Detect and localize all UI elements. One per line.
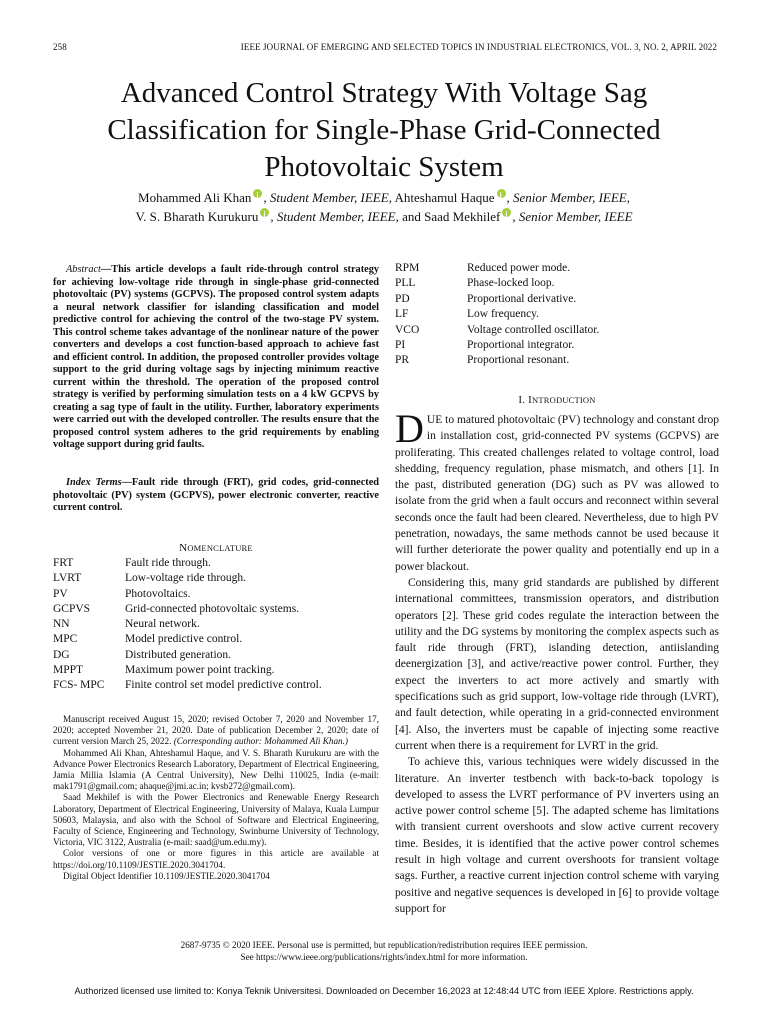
- index-terms-text: —Fault ride through (FRT), grid codes, grid-connected photovoltaic (PV) system (GCPVS), power electronic converter, reactive current control.: [53, 477, 379, 513]
- nomenclature-row: [53, 602, 379, 617]
- nomenclature-row: [395, 323, 719, 338]
- nomenclature-definition: Finite control set model predictive control.: [125, 679, 322, 692]
- nomenclature-abbr: MPC: [53, 633, 78, 646]
- nomenclature-abbr: RPM: [395, 262, 420, 274]
- nomenclature-row: [53, 632, 379, 647]
- nomenclature-abbr: PI: [395, 339, 406, 352]
- author-list: [40, 188, 728, 226]
- nomenclature-definition: Proportional integrator.: [467, 339, 575, 352]
- nomenclature-heading: NOMENCLATURE: [179, 542, 253, 554]
- paper-title: Advanced Control Strategy With Voltage Sag Classification for Single-Phase Grid-Connected Photovoltaic System: [107, 77, 661, 183]
- index-terms-label: Index Terms: [66, 477, 122, 488]
- nomenclature-definition: Neural network.: [125, 618, 200, 631]
- author-role: , Senior Member, IEEE: [512, 209, 633, 224]
- nomenclature-row: [395, 276, 719, 291]
- nomenclature-abbr: PR: [395, 354, 410, 367]
- author-name: and Saad Mekhilef: [398, 209, 501, 224]
- orcid-icon[interactable]: [253, 189, 262, 198]
- author-name: V. S. Bharath Kurukuru: [135, 209, 259, 224]
- abstract: [53, 264, 379, 452]
- copyright-line: 2687-9735 © 2020 IEEE. Personal use is permitted, but republication/redistribution requires IEEE permission.: [180, 940, 588, 950]
- author-role: , Senior Member, IEEE,: [506, 190, 630, 205]
- drop-cap: D: [395, 406, 424, 451]
- nomenclature-abbr: LF: [395, 308, 409, 321]
- author-name: Mohammed Ali Khan: [138, 190, 252, 205]
- nomenclature-abbr: PV: [53, 587, 68, 600]
- intro-paragraph: To achieve this, various techniques were widely discussed in the literature. An inverter testbench with back-to-back topology is developed to assess the LVRT performance of PV inverters using an active power control scheme [5]. The adapted scheme has limitations with transient current overshoots and slow active current recovery time. Besides, it is identified that the active power control schemes result in high voltage and current overshoots for transient voltage sags. Further, a reactive current injection control scheme with varying positive and negative sequences is developed in [6] to provide voltage support for: [395, 756, 719, 915]
- author-name: Ahteshamul Haque: [391, 190, 495, 205]
- affiliation-note: Saad Mekhilef is with the Power Electronics and Renewable Energy Research Laboratory, Department of Electrical Engineering, University of Malaya, Kuala Lumpur 50603, Malaysia, and also with the School of Software and Electrical Engineering, Faculty of Science, Engineering and Technology, Swinburne University of Technology, Victoria, VIC 3122, Australia (e-mail: saad@um.edu.my).: [53, 792, 379, 848]
- nomenclature-row: [395, 338, 719, 353]
- nomenclature-abbr: VCO: [395, 323, 420, 336]
- nomenclature-abbr: FCS- MPC: [53, 679, 105, 692]
- nomenclature-row: [395, 261, 719, 276]
- nomenclature-row: [53, 571, 379, 586]
- nomenclature-definition: Maximum power point tracking.: [125, 664, 275, 677]
- nomenclature-abbr: MPPT: [53, 664, 84, 677]
- nomenclature-definition: Reduced power mode.: [467, 262, 571, 274]
- abstract-text: —This article develops a fault ride-through control strategy for achieving low-voltage ride through in single-phase grid-connected photovoltaic (PV) systems (GCPVS). The proposed control system adapts a neural network classifier for islanding classification and model predictive control for achieving the control of the two-stage PV system. This control scheme takes advantage of the nonlinear nature of the power converters and develops a cost function-based approach to achieve fast and efficient control. In addition, the proposed controller provides voltage support to the grid during voltage sags by injecting minimum reactive current within the threshold. The operation of the proposed control strategy is verified by performing simulation tests on a 4 kW GCPVS by creating a sag type of fault in the utility. Further, laboratory experiments were carried out with the developed controller. The results ensure that the proposed control system adheres to the grid requirements by enabling voltage support during grid faults.: [53, 264, 379, 450]
- nomenclature-row: [395, 353, 719, 368]
- introduction-heading: I. INTRODUCTION: [518, 394, 596, 406]
- orcid-icon[interactable]: [502, 208, 511, 217]
- nomenclature-definition: Grid-connected photovoltaic systems.: [125, 602, 300, 615]
- nomenclature-definition: Voltage controlled oscillator.: [467, 323, 600, 336]
- nomenclature-definition: Proportional resonant.: [467, 354, 570, 367]
- author-role: , Student Member, IEEE,: [270, 209, 399, 224]
- authorized-use-notice: Authorized licensed use limited to: Konya Teknik Universitesi. Downloaded on December 16,2023 at 12:48:44 UTC from IEEE Xplore. Restrictions apply.: [74, 986, 694, 996]
- affiliation-note: Mohammed Ali Khan, Ahteshamul Haque, and V. S. Bharath Kurukuru are with the Advance Power Electronics Research Laboratory, Department of Electrical Engineering, Jamia Millia Islamia (A Central University), New Delhi 110025, India (e-mail: mak1791@gmail.com; ahaque@jmi.ac.in; kvsb272@gmail.com).: [53, 747, 379, 792]
- page-number: 258: [53, 42, 67, 52]
- nomenclature-definition: Fault ride through.: [125, 557, 211, 569]
- nomenclature-definition: Low-voltage ride through.: [125, 572, 247, 585]
- footnotes: [53, 714, 379, 882]
- nomenclature-list-continued: [395, 261, 719, 369]
- copyright-line: See https://www.ieee.org/publications/rights/index.html for more information.: [240, 951, 528, 962]
- nomenclature-row: [53, 556, 379, 571]
- nomenclature-abbr: PD: [395, 292, 410, 305]
- nomenclature-row: [53, 648, 379, 663]
- nomenclature-row: [53, 587, 379, 602]
- nomenclature-row: [53, 663, 379, 678]
- orcid-icon[interactable]: [497, 189, 506, 198]
- intro-paragraph: DUE to matured photovoltaic (PV) technology and constant drop in installation cost, grid-connected PV systems (GCPVS) are proliferating. This created challenges related to voltage control, load shedding, frequency regulation, phase mismatch, and others [1]. In the past, distributed generation (DG) such as PV was allowed to isolate from the grid when a fault occurs and reconnect within several seconds once the fault had been cleared. Nevertheless, due to high PV penetration, nowadays, the same methods cannot be used because it will further deteriorate the power quality and potentially end up in a power blackout.: [395, 406, 719, 573]
- nomenclature-definition: Model predictive control.: [125, 633, 243, 646]
- journal-name: IEEE JOURNAL OF EMERGING AND SELECTED TOPICS IN INDUSTRIAL ELECTRONICS, VOL. 3, NO. 2, APRIL 2022: [240, 42, 717, 52]
- doi-note: Digital Object Identifier 10.1109/JESTIE.2020.3041704: [63, 870, 270, 881]
- copyright-notice: [40, 940, 728, 963]
- nomenclature-definition: Distributed generation.: [125, 648, 232, 661]
- nomenclature-definition: Phase-locked loop.: [467, 277, 555, 290]
- nomenclature-abbr: PLL: [395, 277, 416, 290]
- nomenclature-definition: Proportional derivative.: [467, 292, 577, 305]
- corresponding-author: (Corresponding author: Mohammed Ali Khan.): [173, 736, 348, 747]
- nomenclature-row: [53, 617, 379, 632]
- nomenclature-definition: Photovoltaics.: [125, 587, 191, 600]
- orcid-icon[interactable]: [260, 208, 269, 217]
- nomenclature-list: [53, 556, 379, 694]
- nomenclature-abbr: GCPVS: [53, 602, 91, 615]
- nomenclature-abbr: NN: [53, 618, 70, 631]
- nomenclature-definition: Low frequency.: [467, 308, 540, 321]
- nomenclature-row: [53, 678, 379, 693]
- nomenclature-row: [395, 292, 719, 307]
- nomenclature-abbr: FRT: [53, 557, 74, 569]
- color-figures-note: Color versions of one or more figures in this article are available at https://doi.org/10.1109/JESTIE.2020.3041704.: [53, 848, 379, 870]
- author-role: , Student Member, IEEE,: [263, 190, 392, 205]
- intro-paragraph: Considering this, many grid standards are published by different international committees, transmission operators, and distribution operators [2]. These grid codes regulate the interaction between the utility and the DG systems by monitoring the complex aspects such as fault ride through (FRT), islanding detection, antiislanding deenergization [3], and active/reactive power control. Further, they expect the inverters to act more actively and smartly with specifications such as grid support, low-voltage ride through (LVRT), and fault detection, while operating in a grid-connected environment [4]. Also, the inverters must be capable of injecting some reactive current when there is a requirement for LVRT in the grid.: [395, 576, 719, 752]
- nomenclature-abbr: DG: [53, 648, 70, 661]
- nomenclature-abbr: LVRT: [53, 572, 82, 585]
- abstract-label: Abstract: [66, 264, 101, 275]
- nomenclature-row: [395, 307, 719, 322]
- index-terms: [53, 477, 379, 515]
- introduction-body: [395, 406, 719, 917]
- manuscript-note: Manuscript received August 15, 2020; revised October 7, 2020 and November 17, 2020; accepted November 21, 2020. Date of publication December 2, 2020; date of current version March 25, 2022. (Corresponding author: Mohammed Ali Khan.): [53, 714, 379, 747]
